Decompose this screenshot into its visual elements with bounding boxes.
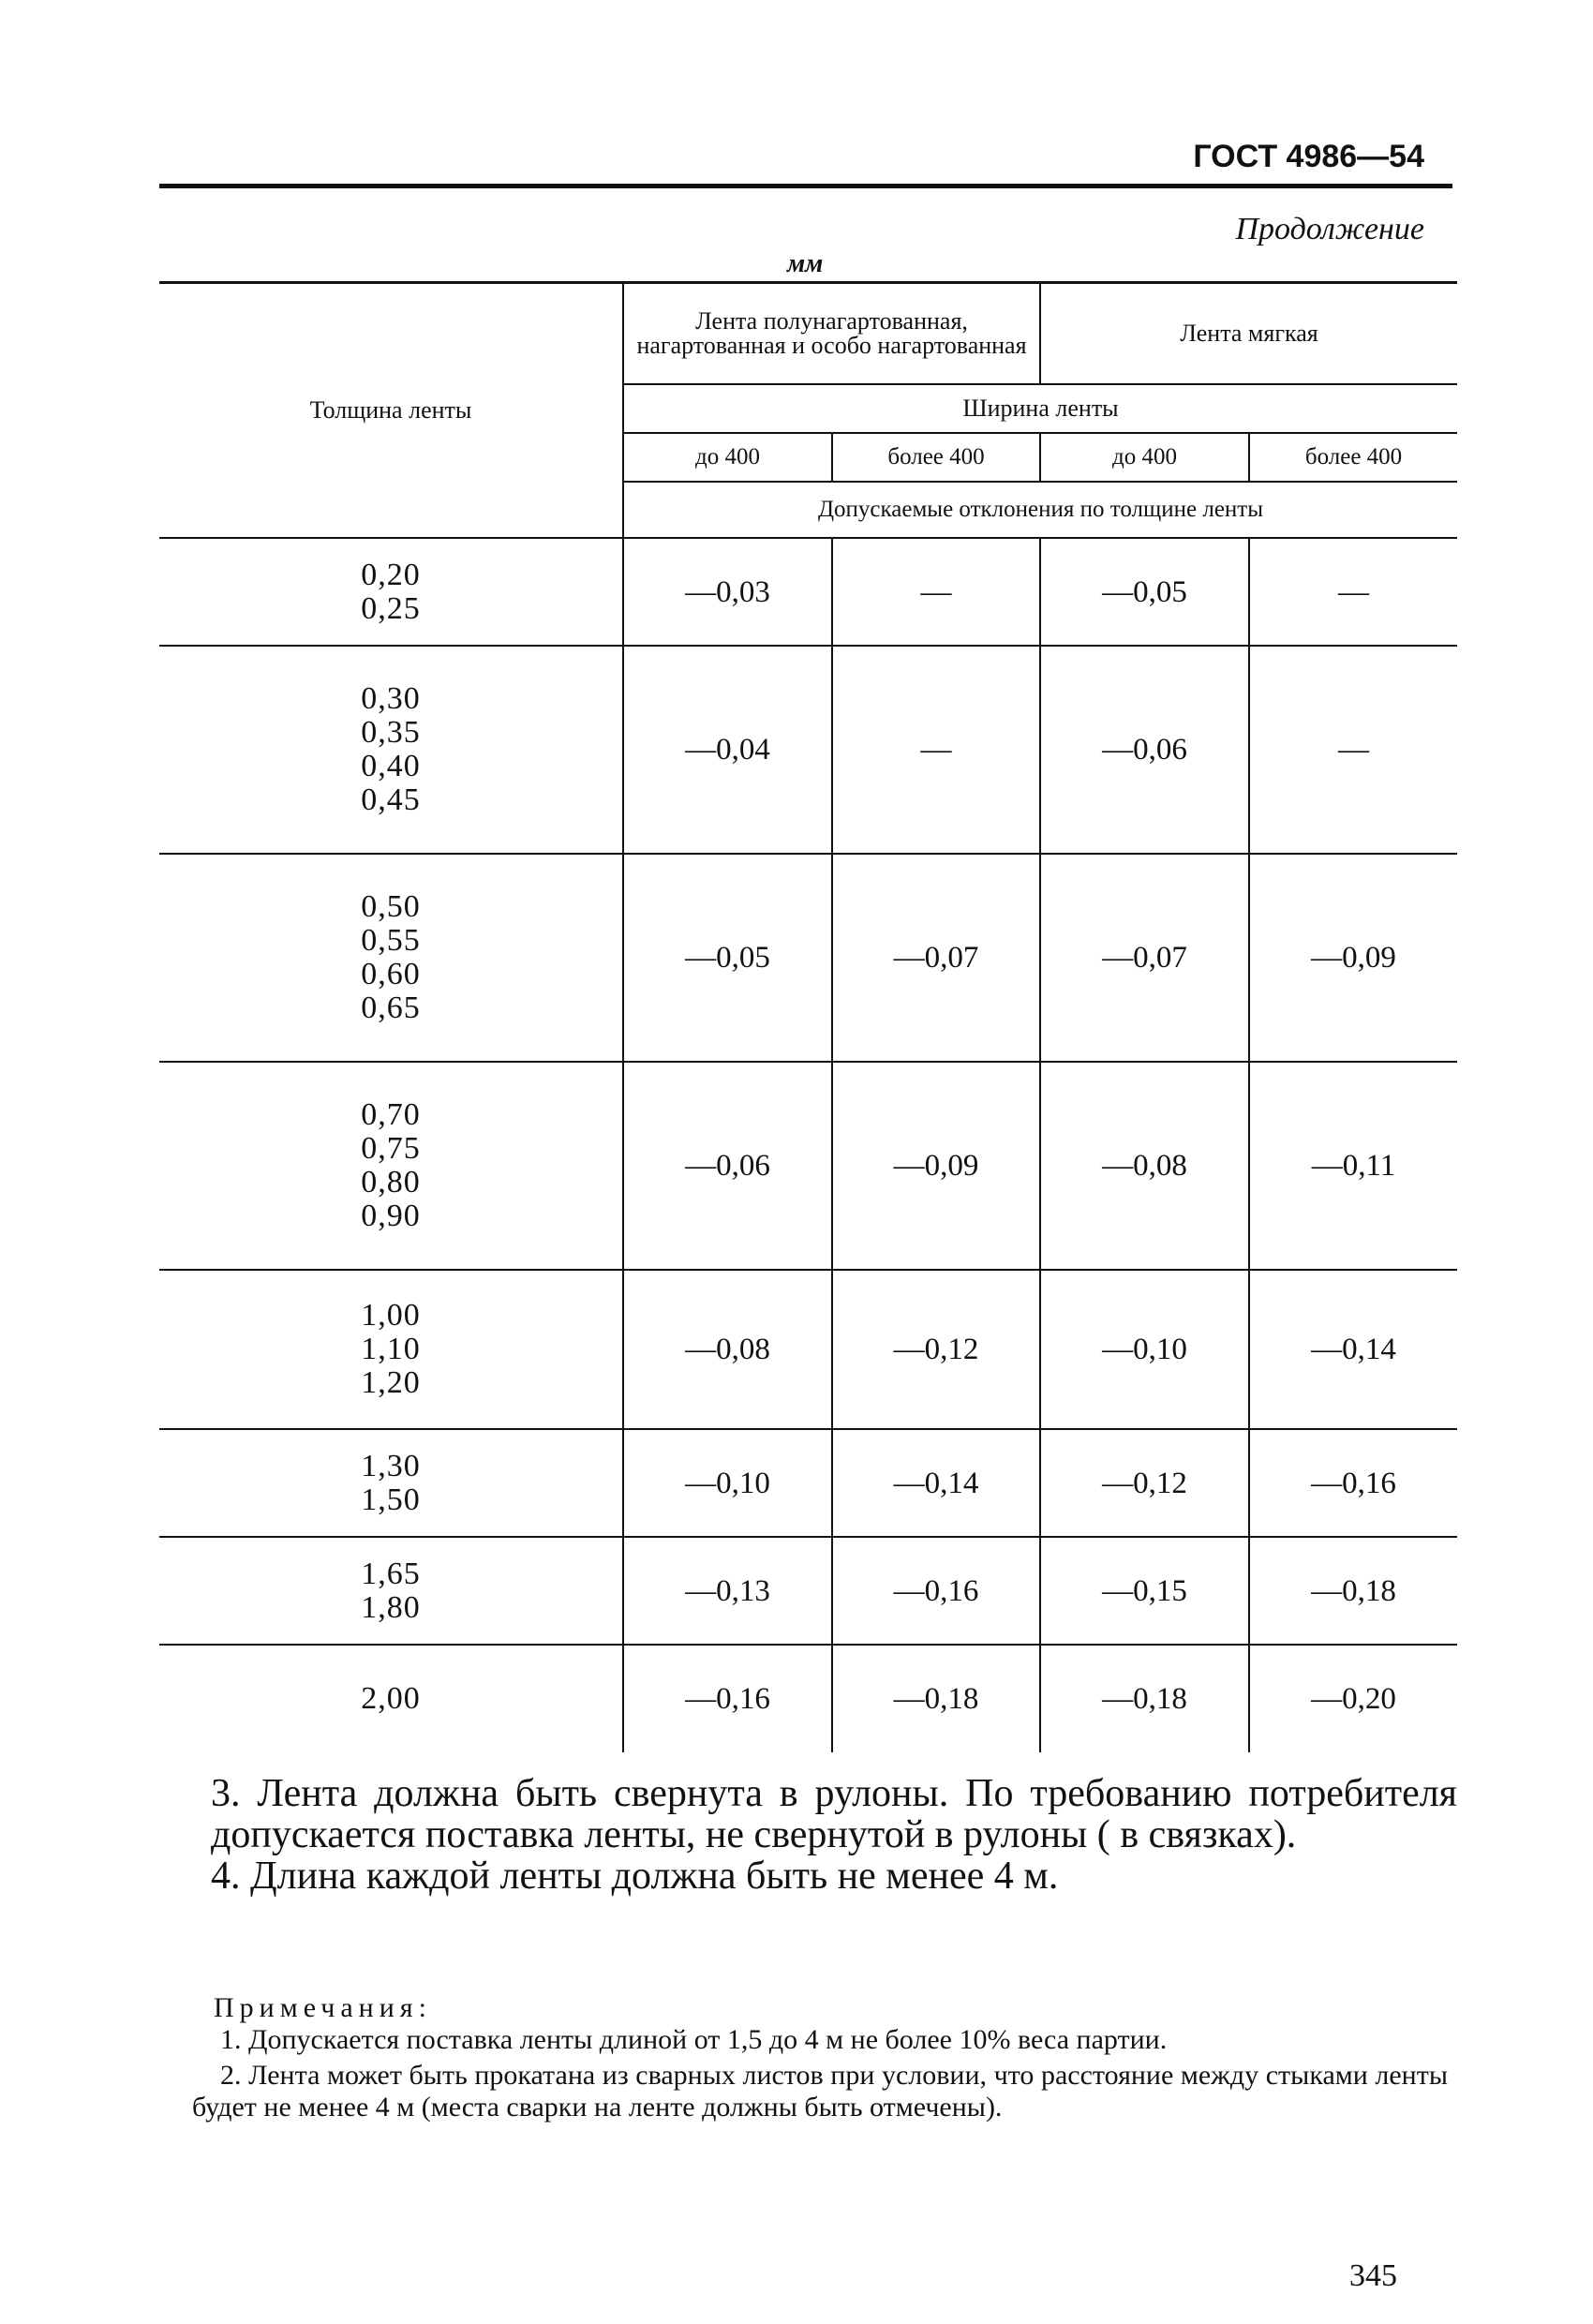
thickness-cell: 1,30 1,50 bbox=[159, 1429, 623, 1537]
deviation-cell: —0,07 bbox=[832, 854, 1040, 1062]
group-hard-header: Лента полунагартованная, нагартованная и особо нагартованная bbox=[623, 283, 1040, 385]
header-rule bbox=[159, 184, 1452, 188]
deviation-cell: —0,06 bbox=[1040, 646, 1249, 854]
table-body bbox=[159, 538, 1457, 1752]
deviation-cell: —0,07 bbox=[1040, 854, 1249, 1062]
deviation-cell: — bbox=[1249, 646, 1457, 854]
paragraph-3: 3. Лента должна быть свернута в рулоны. По требованию потребителя допускается поставка ленты, не свернутой в рулоны ( в связках). bbox=[211, 1772, 1457, 1856]
deviation-cell: —0,18 bbox=[1040, 1645, 1249, 1752]
notes-title: Примечания: bbox=[214, 1992, 432, 2023]
note-1: 1. Допускается поставка ленты длиной от 1,5 до 4 м не более 10% веса партии. bbox=[220, 2024, 1168, 2055]
deviation-cell: —0,06 bbox=[623, 1062, 832, 1270]
deviation-cell: —0,08 bbox=[623, 1270, 832, 1429]
deviation-cell: —0,05 bbox=[1040, 538, 1249, 646]
deviation-cell: —0,14 bbox=[832, 1429, 1040, 1537]
deviation-cell: —0,03 bbox=[623, 538, 832, 646]
deviation-cell: —0,13 bbox=[623, 1537, 832, 1645]
page-number: 345 bbox=[1349, 2258, 1397, 2293]
table-row bbox=[159, 1429, 1457, 1537]
deviation-cell: —0,20 bbox=[1249, 1645, 1457, 1752]
paragraph-4: 4. Длина каждой ленты должна быть не менее 4 м. bbox=[211, 1855, 1059, 1898]
continuation-label: Продолжение bbox=[1235, 212, 1424, 246]
width-col-header: до 400 bbox=[1040, 433, 1249, 482]
table-row bbox=[159, 1062, 1457, 1270]
tolerance-table bbox=[159, 281, 1457, 1752]
width-col-header: до 400 bbox=[623, 433, 832, 482]
thickness-cell: 1,65 1,80 bbox=[159, 1537, 623, 1645]
deviation-cell: —0,16 bbox=[1249, 1429, 1457, 1537]
deviation-cell: —0,05 bbox=[623, 854, 832, 1062]
deviation-cell: —0,08 bbox=[1040, 1062, 1249, 1270]
deviation-cell: —0,10 bbox=[1040, 1270, 1249, 1429]
deviation-header: Допускаемые отклонения по толщине ленты bbox=[623, 482, 1457, 538]
deviation-cell: —0,14 bbox=[1249, 1270, 1457, 1429]
thickness-cell: 2,00 bbox=[159, 1645, 623, 1752]
body-text bbox=[211, 1773, 1457, 1897]
deviation-cell: —0,16 bbox=[623, 1645, 832, 1752]
deviation-cell: — bbox=[1249, 538, 1457, 646]
document-header: ГОСТ 4986—54 bbox=[1193, 139, 1424, 174]
table-row bbox=[159, 1645, 1457, 1752]
group-soft-header: Лента мягкая bbox=[1040, 283, 1457, 385]
width-header: Ширина ленты bbox=[623, 384, 1457, 433]
thickness-header: Толщина ленты bbox=[159, 283, 623, 539]
table-header bbox=[159, 283, 1457, 539]
deviation-cell: —0,18 bbox=[832, 1645, 1040, 1752]
deviation-cell: —0,12 bbox=[1040, 1429, 1249, 1537]
width-col-header: более 400 bbox=[832, 433, 1040, 482]
thickness-cell: 1,00 1,10 1,20 bbox=[159, 1270, 623, 1429]
deviation-cell: —0,09 bbox=[832, 1062, 1040, 1270]
deviation-cell: —0,11 bbox=[1249, 1062, 1457, 1270]
deviation-cell: —0,09 bbox=[1249, 854, 1457, 1062]
deviation-cell: — bbox=[832, 646, 1040, 854]
thickness-cell: 0,50 0,55 0,60 0,65 bbox=[159, 854, 623, 1062]
deviation-cell: —0,04 bbox=[623, 646, 832, 854]
width-col-header: более 400 bbox=[1249, 433, 1457, 482]
note-2: 2. Лента может быть прокатана из сварных листов при условии, что расстояние между стыками ленты будет не менее 4 м (места сварки на ленте должны быть отмечены). bbox=[192, 2060, 1448, 2123]
deviation-cell: —0,15 bbox=[1040, 1537, 1249, 1645]
deviation-cell: —0,18 bbox=[1249, 1537, 1457, 1645]
table-row bbox=[159, 538, 1457, 646]
thickness-cell: 0,20 0,25 bbox=[159, 538, 623, 646]
deviation-cell: —0,16 bbox=[832, 1537, 1040, 1645]
thickness-cell: 0,30 0,35 0,40 0,45 bbox=[159, 646, 623, 854]
unit-label: мм bbox=[787, 249, 824, 278]
table-row bbox=[159, 854, 1457, 1062]
table-row bbox=[159, 646, 1457, 854]
deviation-cell: —0,10 bbox=[623, 1429, 832, 1537]
notes bbox=[192, 2024, 1448, 2127]
tolerance-table-wrap bbox=[159, 281, 1457, 1752]
deviation-cell: — bbox=[832, 538, 1040, 646]
table-row bbox=[159, 1270, 1457, 1429]
deviation-cell: —0,12 bbox=[832, 1270, 1040, 1429]
thickness-cell: 0,70 0,75 0,80 0,90 bbox=[159, 1062, 623, 1270]
table-row bbox=[159, 1537, 1457, 1645]
